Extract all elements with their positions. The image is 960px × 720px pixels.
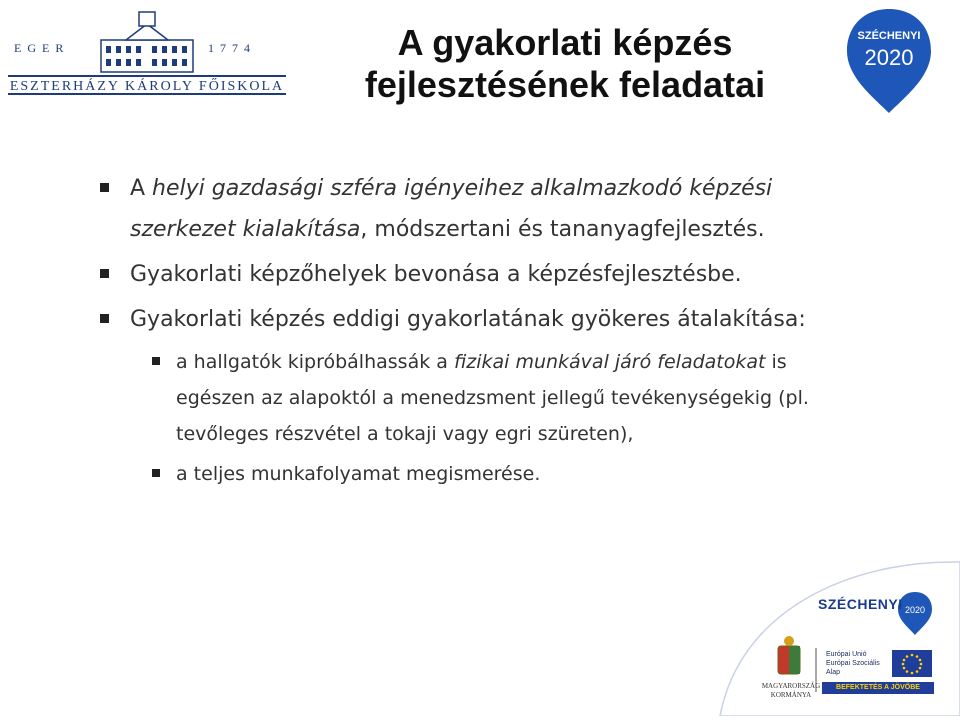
government-label: MAGYARORSZÁG KORMÁNYA [761, 682, 821, 699]
logo-name: ESZTERHÁZY KÁROLY FŐISKOLA [9, 79, 285, 94]
badge-line-2: 2020 [864, 45, 914, 70]
investment-slogan: BEFEKTETÉS A JÖVŐBE [822, 682, 934, 694]
subbullet-1: a hallgatók kipróbálhassák a fizikai munkával járó feladatokat is egészen az alapoktól a menedzsment jellegű tevékenységekig (pl. tevőleges részvétel a tokaji vagy egri szüreten), [152, 344, 860, 452]
logo-year: 1774 [208, 41, 256, 55]
eu-flag-icon [892, 650, 932, 677]
square-bullet-icon [100, 269, 109, 278]
college-logo [6, 10, 288, 100]
title-line-2: fejlesztésének feladatai [364, 64, 766, 105]
bullet-list [100, 168, 860, 492]
bullet-2: Gyakorlati képzőhelyek bevonása a képzésfejlesztésbe. [100, 254, 860, 295]
square-bullet-icon [100, 314, 109, 323]
slide-title [330, 22, 800, 106]
square-bullet-icon [152, 469, 160, 477]
svg-text:2020: 2020 [904, 605, 926, 615]
eu-fund-label: Európai Unió Európai Szociális Alap [826, 651, 880, 676]
bullet-1: A helyi gazdasági szféra igényeihez alkalmazkodó képzési szerkezet kialakítása, módszertani és tananyagfejlesztés. [100, 168, 860, 250]
square-bullet-icon [152, 357, 160, 365]
title-line-1: A gyakorlati képzés [397, 22, 733, 63]
badge-line-1: SZÉCHENYI [857, 30, 921, 42]
szechenyi-2020-badge [843, 5, 935, 117]
bullet-3: Gyakorlati képzés eddigi gyakorlatának gyökeres átalakítása: [100, 299, 860, 340]
szechenyi-footer-label: SZÉCHENYI [818, 596, 903, 612]
logo-city: EGER [14, 41, 70, 55]
square-bullet-icon [100, 183, 109, 192]
subbullet-2: a teljes munkafolyamat megismerése. [152, 456, 860, 492]
